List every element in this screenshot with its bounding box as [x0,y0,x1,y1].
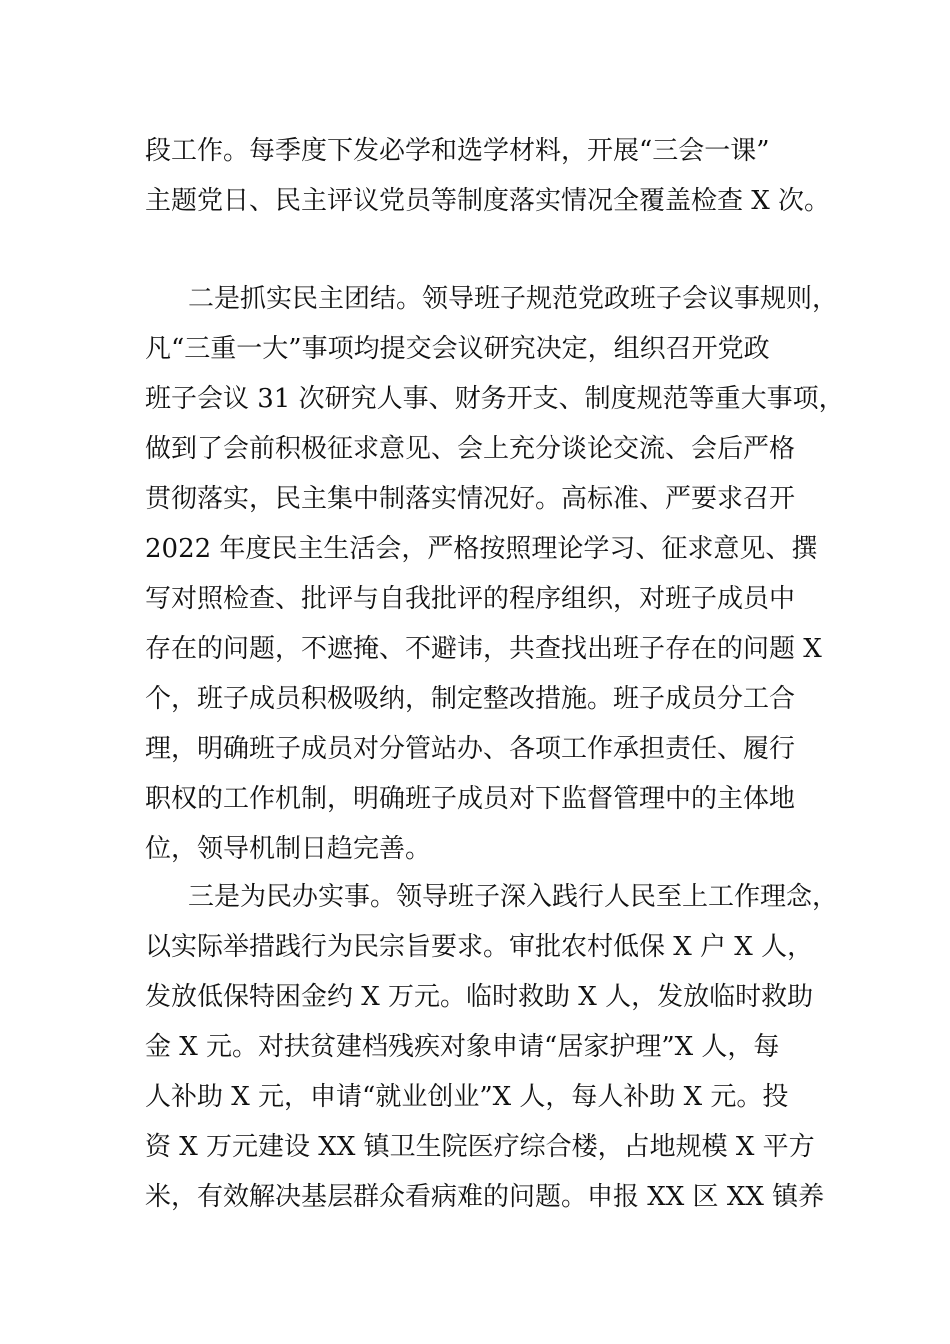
text-line: 二是抓实民主团结。领导班子规范党政班子会议事规则， [188,284,839,314]
text-line: 写对照检查、批评与自我批评的程序组织，对班子成员中 [145,584,796,614]
paragraph-2 [145,274,845,874]
text-line: 做到了会前积极征求意见、会上充分谈论交流、会后严格 [145,434,796,464]
text-line: 主题党日、民主评议党员等制度落实情况全覆盖检查 X 次。 [145,186,831,216]
text-line: 个，班子成员积极吸纳，制定整改措施。班子成员分工合 [145,684,796,714]
text-line: 班子会议 31 次研究人事、财务开支、制度规范等重大事项， [145,384,845,414]
text-line: 米，有效解决基层群众看病难的问题。申报 XX 区 XX 镇养 [145,1182,825,1212]
text-line: 存在的问题，不遮掩、不避讳，共查找出班子存在的问题 X [145,634,822,664]
text-line: 发放低保特困金约 X 万元。临时救助 X 人，发放临时救助 [145,982,814,1012]
text-line: 凡“三重一大”事项均提交会议研究决定，组织召开党政 [145,334,770,364]
text-line: 段工作。每季度下发必学和选学材料，开展“三会一课” [145,136,770,166]
text-line: 金 X 元。对扶贫建档残疾对象申请“居家护理”X 人，每 [145,1032,780,1062]
text-line: 三是为民办实事。领导班子深入践行人民至上工作理念， [188,882,839,912]
text-line: 位，领导机制日趋完善。 [145,834,432,864]
text-line: 贯彻落实，民主集中制落实情况好。高标准、严要求召开 [145,484,796,514]
text-line: 理，明确班子成员对分管站办、各项工作承担责任、履行 [145,734,796,764]
text-line: 人补助 X 元，申请“就业创业”X 人，每人补助 X 元。投 [145,1082,789,1112]
text-line: 2022 年度民主生活会，严格按照理论学习、征求意见、撰 [145,534,818,564]
text-line: 资 X 万元建设 XX 镇卫生院医疗综合楼，占地规模 X 平方 [145,1132,815,1162]
paragraph-3 [145,872,839,1222]
text-line: 职权的工作机制，明确班子成员对下监督管理中的主体地 [145,784,796,814]
paragraph-1 [145,126,835,226]
text-line: 以实际举措践行为民宗旨要求。审批农村低保 X 户 X 人， [145,932,814,962]
